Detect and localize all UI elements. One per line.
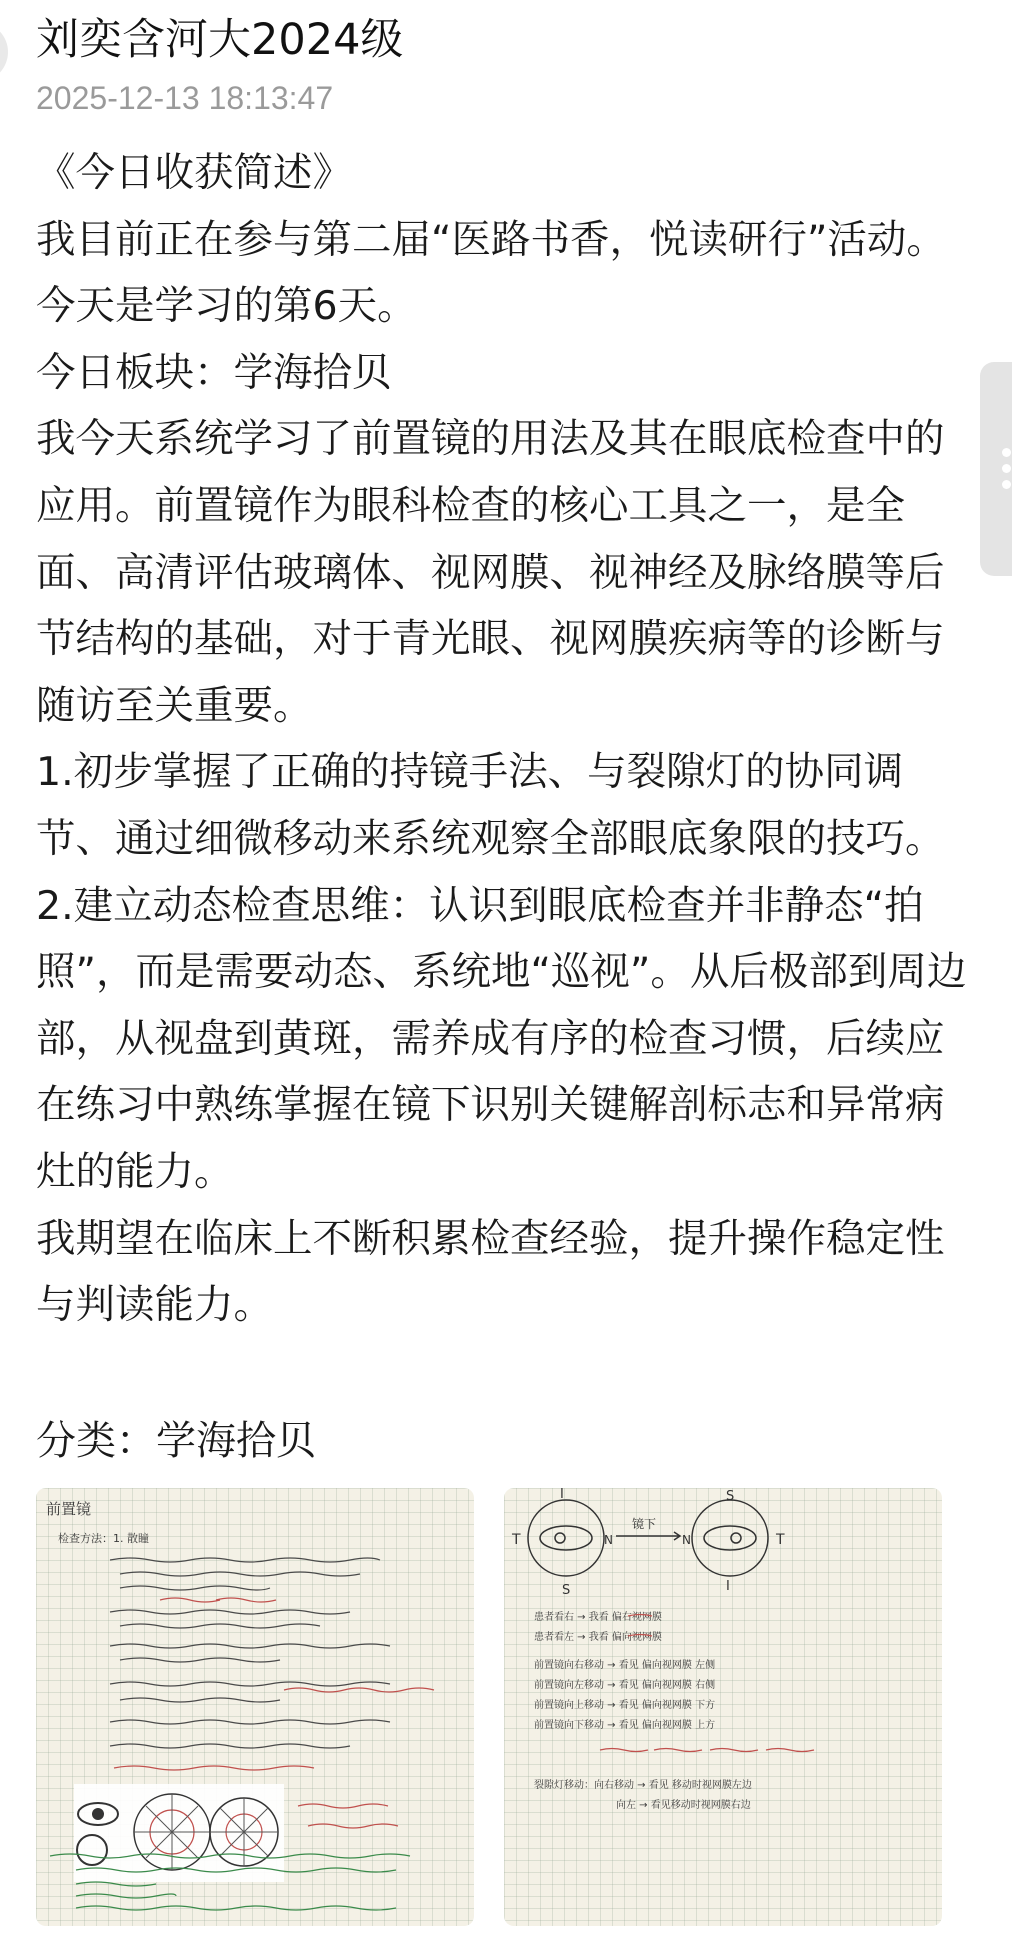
label-i: I (560, 1488, 564, 1502)
note-row: 前置镜向下移动 → 看见 偏向视网膜 上方 (534, 1720, 716, 1731)
author-name[interactable]: 刘奕含河大2024级 (36, 15, 404, 65)
note1-line: 检查方法：1. 散瞳 (58, 1532, 149, 1545)
orientation-labels (511, 1488, 785, 1598)
grip-dot-icon (1002, 448, 1011, 457)
note-row: 患者看左 → 我看 偏向视网膜 (534, 1632, 662, 1643)
handwriting-scribbles (110, 1558, 390, 1748)
label-n2: N (682, 1533, 691, 1547)
note-row: 前置镜向左移动 → 看见 偏向视网膜 右侧 (534, 1680, 716, 1691)
handwritten-page-2 (504, 1488, 942, 1926)
post-category[interactable]: 分类：学海拾贝 (36, 1418, 316, 1464)
label-i2: I (726, 1579, 730, 1594)
label-t: T (512, 1532, 521, 1548)
post-paragraph-point-1: 1.初步掌握了正确的持镜手法、与裂隙灯的协同调节、通过细微移动来系统观察全部眼底象限的技巧。 (36, 749, 945, 862)
post-paragraph-point-2: 2.建立动态检查思维：认识到眼底检查并非静态“拍照”，而是需要动态、系统地“巡视”。从后极部到周边部，从视盘到黄斑，需养成有序的检查习惯，后续应在练习中熟练掌握在镜下识别关键解剖标志和异常病灶的能力。 (36, 882, 967, 1195)
label-s2: S (726, 1489, 735, 1504)
handwritten-page-1 (36, 1488, 474, 1926)
note-image-2[interactable] (504, 1488, 942, 1926)
post-paragraph-intro: 我目前正在参与第二届“医路书香，悦读研行”活动。今天是学习的第6天。 (36, 216, 946, 330)
label-t2: T (776, 1532, 785, 1548)
post-body (36, 140, 976, 1339)
note1-title: 前置镜 (46, 1500, 92, 1518)
grip-dot-icon (1002, 464, 1011, 473)
orientation-notes (534, 1610, 752, 1811)
post-timestamp: 2025-12-13 18:13:47 (36, 80, 334, 116)
fundus-diagrams (74, 1784, 284, 1882)
label-under-lens: 镜下 (632, 1517, 657, 1531)
label-n: N (604, 1533, 613, 1547)
note-row: 前置镜向右移动 → 看见 偏向视网膜 左侧 (534, 1660, 716, 1671)
note-image-1[interactable] (36, 1488, 474, 1926)
post-paragraph-closing: 我期望在临床上不断积累检查经验，提升操作稳定性与判读能力。 (36, 1215, 945, 1329)
post-paragraph-section: 今日板块：学海拾贝 (36, 349, 392, 396)
note-row: 裂隙灯移动：向右移动 → 看见 移动时视网膜左边 (534, 1780, 752, 1791)
eye-diagrams (528, 1500, 768, 1576)
label-s: S (562, 1583, 571, 1598)
note-row: 前置镜向上移动 → 看见 偏向视网膜 下方 (534, 1700, 716, 1711)
post-heading: 《今日收获简述》 (36, 150, 352, 196)
avatar[interactable] (0, 22, 8, 82)
side-scroll-handle[interactable] (980, 362, 1012, 576)
note-row: 患者看右 → 我看 偏右视网膜 (534, 1612, 662, 1623)
grip-dot-icon (1002, 480, 1011, 489)
post-paragraph-summary: 我今天系统学习了前置镜的用法及其在眼底检查中的应用。前置镜作为眼科检查的核心工具之一，是全面、高清评估玻璃体、视网膜、视神经及脉络膜等后节结构的基础，对于青光眼、视网膜疾病等的诊断与随访至关重要。 (36, 416, 945, 729)
note-row: 向左 → 看见移动时视网膜右边 (616, 1800, 751, 1811)
